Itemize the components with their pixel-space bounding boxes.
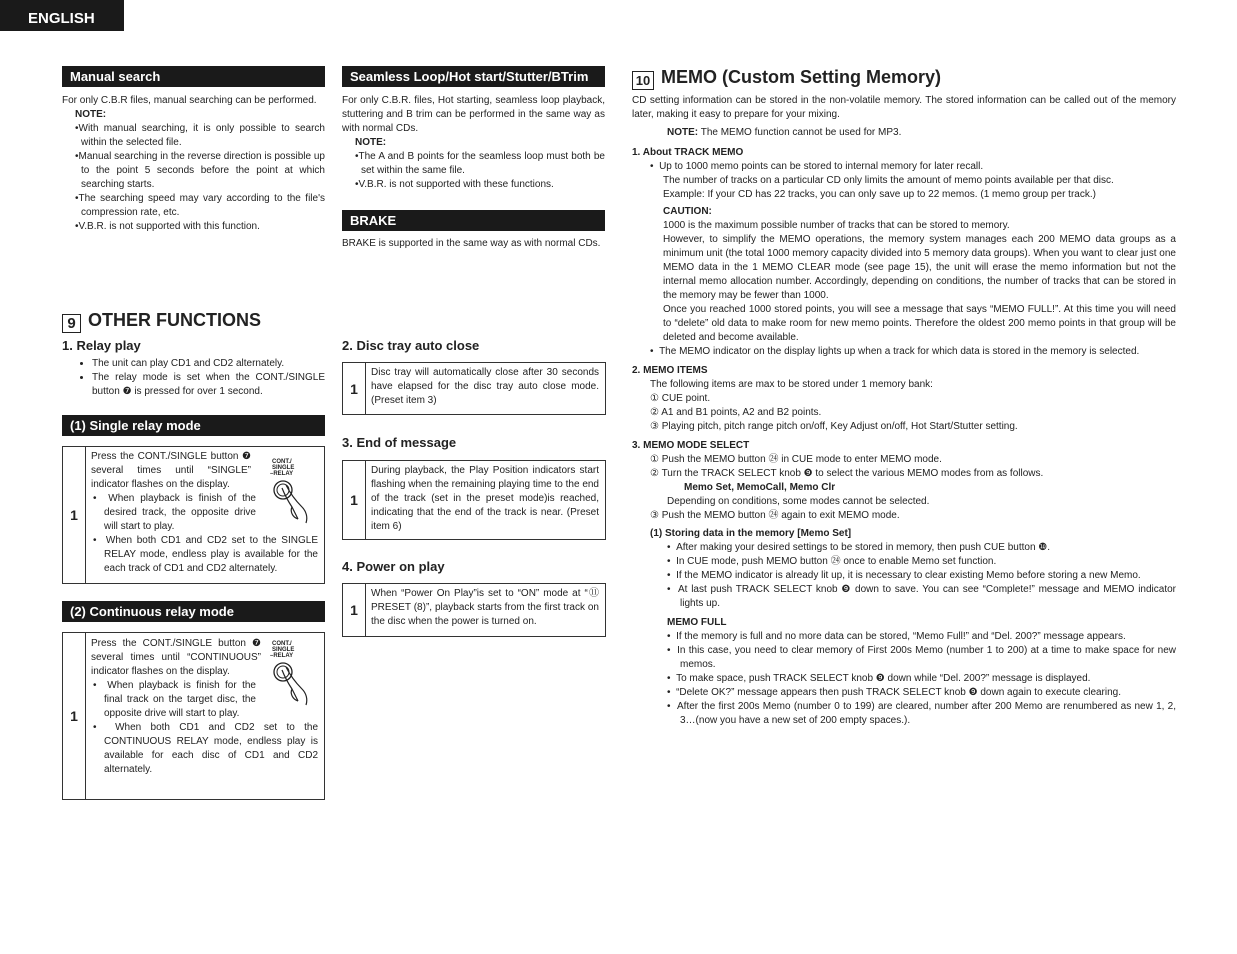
seamless-note-2: •V.B.R. is not supported with these functions. bbox=[355, 179, 554, 190]
manual-search-heading: Manual search bbox=[62, 66, 325, 87]
step-number: 1 bbox=[343, 461, 366, 539]
memo-items-intro: The following items are max to be stored under 1 memory bank: bbox=[650, 379, 933, 390]
language-tab bbox=[0, 0, 124, 31]
seamless-heading: Seamless Loop/Hot start/Stutter/BTrim bbox=[342, 66, 605, 87]
storing-bullet-3: If the MEMO indicator is already lit up, it is necessary to clear existing Memo before storing a new Memo. bbox=[676, 570, 1141, 581]
power-on-play-text: When “Power On Play”is set to “ON” mode at “⑪ PRESET (8)”, playback starts from the first track on the disc when the power is turned on. bbox=[371, 588, 599, 627]
mode-step-1: ① Push the MEMO button ㉔ in CUE mode to enter MEMO mode. bbox=[650, 454, 942, 465]
storing-bullet-2: In CUE mode, push MEMO button ㉔ once to enable Memo set function. bbox=[676, 556, 997, 567]
caution-label: CAUTION: bbox=[663, 206, 712, 217]
relay-play-bullet-2: • The relay mode is set when the CONT./SINGLE button ❼ is pressed for over 1 second. bbox=[92, 371, 325, 399]
power-on-play-heading: 4. Power on play bbox=[342, 559, 445, 574]
storing-heading: (1) Storing data in the memory [Memo Set] bbox=[650, 528, 852, 539]
memo-heading: MEMO (Custom Setting Memory) bbox=[661, 67, 942, 87]
single-relay-bullet-1: When playback is finish of the desired track, the opposite drive will start to play. bbox=[104, 493, 256, 532]
other-functions-heading: OTHER FUNCTIONS bbox=[88, 310, 261, 330]
manual-search-intro: For only C.B.R files, manual searching can be performed. bbox=[62, 95, 317, 106]
about-track-memo-heading: 1. About TRACK MEMO bbox=[632, 147, 744, 158]
manual-search-body bbox=[62, 94, 325, 234]
mode-step-2: ② Turn the TRACK SELECT knob ❾ to select the various MEMO modes from as follows. bbox=[650, 468, 1044, 479]
relay-play-heading: 1. Relay play bbox=[62, 338, 141, 353]
mode-depending: Depending on conditions, some modes cannot be selected. bbox=[667, 496, 930, 507]
memo-full-bullet-5: After the first 200s Memo (number 0 to 199) are cleared, number after 200 Memo are renumbered as new 1, 2, 3…(now you have a new set of 200 empty spaces.). bbox=[677, 701, 1177, 726]
caution-1: 1000 is the maximum possible number of tracks that can be stored to memory. bbox=[663, 220, 1010, 231]
disc-tray-heading: 2. Disc tray auto close bbox=[342, 338, 480, 353]
manual-search-note-3: •The searching speed may vary according to the file's compression rate, etc. bbox=[75, 193, 325, 218]
svg-text:CONT./: CONT./ bbox=[272, 459, 292, 465]
about-para-1: The number of tracks on a particular CD only limits the amount of memo points available per that disc. bbox=[663, 175, 1114, 186]
memo-full-bullet-1: If the memory is full and no more data can be stored, “Memo Full!” and “Del. 200?” message appears. bbox=[676, 631, 1126, 642]
end-message-step bbox=[342, 460, 606, 540]
brake-heading: BRAKE bbox=[342, 210, 605, 231]
continuous-relay-bullet-2: When both CD1 and CD2 set to the CONTINUOUS RELAY mode, endless play is available for each disc of CD1 and CD2 alternately. bbox=[104, 722, 319, 775]
step-number: 1 bbox=[343, 363, 366, 414]
disc-tray-step bbox=[342, 362, 606, 415]
svg-text:SINGLE: SINGLE bbox=[272, 647, 295, 653]
storing-bullet-1: After making your desired settings to be stored in memory, then push CUE button ❿. bbox=[676, 542, 1051, 553]
cont-single-knob-icon bbox=[268, 457, 318, 525]
memo-mode-select-heading: 3. MEMO MODE SELECT bbox=[632, 440, 750, 451]
step-number: 1 bbox=[63, 633, 86, 799]
single-relay-step: 1 Press the CONT./SINGLE button ❼ several times until “SINGLE” indicator flashes on the display. • When playback is finish of the desired track, the opposite drive will start to play. • When both CD1 and CD2 set to the SINGLE RELAY mode, endless play is available for the each track of CD1 and CD2 alternately. CONT./ SINGLE –RELAY bbox=[62, 446, 325, 584]
cont-single-knob-icon bbox=[268, 639, 318, 707]
svg-text:CONT./: CONT./ bbox=[272, 641, 292, 647]
caution-3: Once you reached 1000 stored points, you will see a message that says “MEMO FULL!”. At this time you will need to “delete” old data to make room for new memo points. Therefore the oldest 200 memo points in that group will be deleted and become available. bbox=[663, 304, 1176, 343]
step-number: 1 bbox=[343, 584, 366, 636]
svg-text:–RELAY: –RELAY bbox=[270, 653, 294, 659]
step-number: 1 bbox=[63, 447, 86, 583]
mode-step-3: ③ Push the MEMO button ㉔ again to exit MEMO mode. bbox=[650, 510, 900, 521]
svg-text:SINGLE: SINGLE bbox=[272, 465, 295, 471]
continuous-relay-text: Press the CONT./SINGLE button ❼ several times until “CONTINUOUS” indicator flashes on the display. bbox=[91, 638, 261, 677]
continuous-relay-step: 1 Press the CONT./SINGLE button ❼ several times until “CONTINUOUS” indicator flashes on the display. • When playback is finish for the final track on the target disc, the opposite drive will start to play. • When both CD1 and CD2 set to the CONTINUOUS RELAY mode, endless play is available for each disc of CD1 and CD2 alternately. CONT./ SINGLE –RELAY bbox=[62, 632, 325, 800]
memo-item-1: ① CUE point. bbox=[650, 393, 711, 404]
power-on-play-step bbox=[342, 583, 606, 637]
storing-bullet-4: At last push TRACK SELECT knob ❾ down to save. You can see “Complete!” message and MEMO indicator lights up. bbox=[678, 584, 1177, 609]
about-bullet-1: Up to 1000 memo points can be stored to internal memory for later recall. bbox=[659, 161, 984, 172]
memo-note-label: NOTE: bbox=[667, 127, 699, 138]
memo-modes-list: Memo Set, MemoCall, Memo Clr bbox=[684, 482, 836, 493]
single-relay-text: Press the CONT./SINGLE button ❼ several times until “SINGLE” indicator flashes on the display. bbox=[91, 451, 251, 490]
manual-search-note-1: •With manual searching, it is only possible to search within the selected file. bbox=[75, 123, 325, 148]
brake-body bbox=[342, 237, 605, 251]
svg-text:–RELAY: –RELAY bbox=[270, 471, 294, 477]
memo-item-3: ③ Playing pitch, pitch range pitch on/off, Key Adjust on/off, Hot Start/Stutter setting. bbox=[650, 421, 1018, 432]
manual-search-note-label: NOTE: bbox=[75, 109, 107, 120]
memo-body: CD setting information can be stored in the non-volatile memory. The stored information can be called out of the memory later, making it easy to prepare for your mixing. NOTE: The MEMO function cannot be used for MP3. 1. About TRACK MEMO • Up to 1000 memo points can be stored to internal memory for later recall. The number of tracks on a particular CD only limits the amount of memo points available per that disc. Example: If your CD has 22 tracks, you can only save up to 22 memos. (1 memo group per track.) CAUTION: 1000 is the maximum possible number of tracks that can be stored to memory. However, to simplify the MEMO operations, the memory system manages each 200 MEMO data groups as a minimum unit (the total 1000 memory capacity divided into 5 memory data groups). When you want to clear just one MEMO data in the 1 MEMO CLEAR mode (see page 15), the unit will erase the memo information but not the internal memo allocation number. Accordingly, depending on conditions, the number of tracks that can be stored in the memory may be fewer than 1000. Once you reached 1000 stored points, you will see a message that says “MEMO FULL!”. At this time you will need to “delete” old data to make room for new memo points. Therefore the oldest 200 memo points in that group will be deleted and become available. • The MEMO indicator on the display lights up when a track for which data is stored in the memory is selected. 2. MEMO ITEMS The following items are max to be stored under 1 memory bank: ① CUE point. ② A1 and B1 points, A2 and B2 points. ③ Playing pitch, pitch range pitch on/off, Key Adjust on/off, Hot Start/Stutter setting. 3. MEMO MODE SELECT ① Push the MEMO button ㉔ in CUE mode to enter MEMO mode. ② Turn the TRACK SELECT knob ❾ to select the various MEMO modes from as follows. Memo Set, MemoCall, Memo Clr Depending on conditions, some modes cannot be selected. ③ Push the MEMO button ㉔ again to exit MEMO mode. (1) Storing data in the memory [Memo Set] • After making your desired settings to be stored in memory, then push CUE button ❿. • In CUE mode, push MEMO button ㉔ once to enable Memo set function. • If the MEMO indicator is already lit up, it is necessary to clear existing Memo before storing a new Memo. • At last push TRACK SELECT knob ❾ down to save. You can see “Complete!” message and MEMO indicator lights up. MEMO FULL • If the memory is full and no more data can be stored, “Memo Full!” and “Del. 200?” message appears. • In this case, you need to clear memory of First 200s Memo (number 1 to 200) at a time to make space for new memos. • To make space, push TRACK SELECT knob ❾ down while “Del. 200?” message is displayed. • “Delete OK?” message appears then push TRACK SELECT knob ❾ down again to execute clearing. • After the first 200s Memo (number 0 to 199) are cleared, number after 200 Memo are renumbered as new 1, 2, 3…(now you have a new set of 200 empty spaces.). bbox=[632, 95, 1177, 726]
end-message-heading: 3. End of message bbox=[342, 435, 457, 450]
single-relay-bullet-2: When both CD1 and CD2 set to the SINGLE RELAY mode, endless play is available for the each track of CD1 and CD2 alternately. bbox=[104, 535, 318, 574]
about-example: Example: If your CD has 22 tracks, you can only save up to 22 memos. (1 memo group per track.) bbox=[663, 189, 1096, 200]
continuous-relay-heading: (2) Continuous relay mode bbox=[62, 601, 325, 622]
memo-full-bullet-3: To make space, push TRACK SELECT knob ❾ down while “Del. 200?” message is displayed. bbox=[676, 673, 1091, 684]
manual-search-note-2: •Manual searching in the reverse direction is possible up to the point 5 seconds before the point at which searching starts. bbox=[75, 151, 325, 190]
disc-tray-text: Disc tray will automatically close after 30 seconds have elapsed for the disc tray auto close mode. (Preset item 3) bbox=[371, 367, 599, 406]
continuous-relay-bullet-1: When playback is finish for the final track on the target disc, the opposite drive will start to play. bbox=[104, 680, 256, 719]
about-bullet-2: The MEMO indicator on the display lights up when a track for which data is stored in the memory is selected. bbox=[659, 346, 1140, 357]
section-number-10: 10 bbox=[632, 71, 654, 90]
seamless-note-1: •The A and B points for the seamless loop must both be set within the same file. bbox=[355, 151, 605, 176]
seamless-body bbox=[342, 94, 605, 192]
caution-2: However, to simplify the MEMO operations, the memory system manages each 200 MEMO data groups as a minimum unit (the total 1000 memory capacity divided into 5 memory data groups). When you want to clear just one MEMO data in the 1 MEMO CLEAR mode (see page 15), the unit will erase the memo information but not the internal memo allocation number. Accordingly, depending on conditions, the number of tracks that can be stored in the memory may be fewer than 1000. bbox=[663, 234, 1176, 301]
seamless-intro: For only C.B.R. files, Hot starting, seamless loop playback, stuttering and B trim can be performed in the same way as with normal CDs. bbox=[342, 95, 605, 134]
single-relay-heading: (1) Single relay mode bbox=[62, 415, 325, 436]
manual-search-note-4: •V.B.R. is not supported with this function. bbox=[75, 221, 260, 232]
seamless-note-label: NOTE: bbox=[355, 137, 387, 148]
brake-text: BRAKE is supported in the same way as with normal CDs. bbox=[342, 238, 601, 249]
memo-full-heading: MEMO FULL bbox=[667, 617, 727, 628]
relay-play-bullet-1: • The unit can play CD1 and CD2 alternately. bbox=[92, 357, 325, 371]
memo-item-2: ② A1 and B1 points, A2 and B2 points. bbox=[650, 407, 822, 418]
end-message-text: During playback, the Play Position indicators start flashing when the remaining playing time to the end of the track (set in the preset mode)is reached, indicating that the end of the track is near. (Preset item 6) bbox=[371, 465, 599, 532]
relay-play-body bbox=[62, 357, 325, 399]
memo-title bbox=[632, 66, 941, 90]
memo-note-text: The MEMO function cannot be used for MP3. bbox=[700, 127, 902, 138]
other-functions-title bbox=[62, 309, 261, 333]
memo-items-heading: 2. MEMO ITEMS bbox=[632, 365, 708, 376]
section-number-9: 9 bbox=[62, 314, 81, 333]
memo-full-bullet-2: In this case, you need to clear memory of First 200s Memo (number 1 to 200) at a time to make space for new memos. bbox=[677, 645, 1176, 670]
language-label: ENGLISH bbox=[28, 10, 95, 27]
memo-intro: CD setting information can be stored in the non-volatile memory. The stored information can be called out of the memory later, making it easy to prepare for your mixing. bbox=[632, 95, 1176, 120]
memo-full-bullet-4: “Delete OK?” message appears then push TRACK SELECT knob ❾ down again to execute clearing. bbox=[676, 687, 1122, 698]
